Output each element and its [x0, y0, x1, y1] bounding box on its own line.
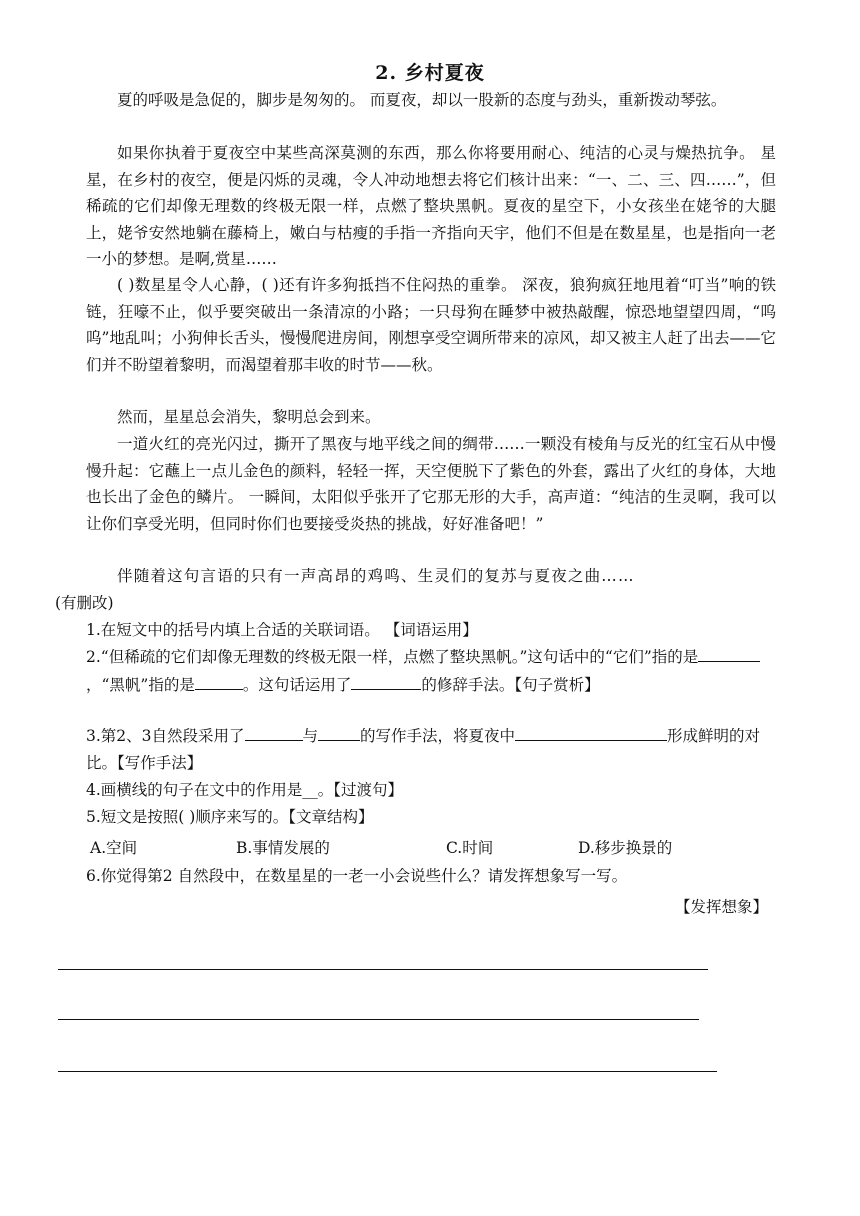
question-3 [86, 722, 776, 776]
paragraph-6-text: 伴随着这句言语的只有一声高昂的鸡鸣、生灵们的复苏与夏夜之曲…… [117, 567, 635, 585]
page-title: 2. 乡村夏夜 [375, 62, 485, 84]
option-d[interactable]: D.移步换景的 [578, 839, 673, 857]
question-2-text-b: ，“黑帆”指的是 [86, 675, 195, 694]
paragraph-5: 一道火红的亮光闪过，撕开了黑夜与地平线之间的绸带……一颗没有棱角与反光的红宝石从中慢慢升起：它蘸上一点儿金色的颜料，轻轻一挥，天空便脱下了紫色的外套，露出了火红的身体，大地也长出了金色的鳞片。 一瞬间，太阳似乎张开了它那无形的大手，高声道：“纯洁的生灵啊，我可以让你们享受光明，但同时你们也要接受炎热的挑战，好好准备吧！” [86, 435, 776, 533]
answer-blank[interactable] [245, 722, 303, 741]
answer-blank[interactable] [351, 671, 421, 690]
answer-line[interactable] [58, 1071, 717, 1072]
edit-note: (有删改) [55, 593, 114, 612]
question-2-text-c: 。这句话运用了 [242, 675, 352, 694]
answer-blank[interactable] [195, 671, 243, 690]
question-4: 4.画横线的句子在文中的作用是__。【过渡句】 [86, 781, 404, 799]
question-3-text-a: 3.第2、3自然段采用了 [86, 727, 245, 745]
answer-blank[interactable] [515, 722, 667, 741]
question-2-text-d: 的修辞手法。【句子赏析】 [421, 675, 600, 694]
question-5: 5.短文是按照( )顺序来写的。【文章结构】 [86, 808, 374, 826]
answer-line[interactable] [58, 969, 708, 970]
answer-line[interactable] [58, 1019, 699, 1020]
question-6: 6.你觉得第2 自然段中，在数星星的一老一小会说些什么？请发挥想象写一写。 [86, 867, 628, 885]
paragraph-6 [55, 563, 776, 616]
question-6-tag: 【发挥想象】 [674, 898, 768, 916]
paragraph-3: ( )数星星令人心静，( )还有许多狗抵挡不住闷热的重拳。 深夜，狼狗疯狂地甩着“叮当”响的铁链，狂嚎不止，似乎要突破出一条清凉的小路；一只母狗在睡梦中被热敲醒，惊恐地望望四周，“呜呜”地乱叫；小狗伸长舌头，慢慢爬进房间，刚想享受空调所带来的凉风，却又被主人赶了出去——它们并不盼望着黎明，而渴望着那丰收的时节——秋。 [86, 276, 776, 374]
paragraph-2: 如果你执着于夏夜空中某些高深莫测的东西，那么你将要用耐心、纯洁的心灵与燥热抗争。 星星，在乡村的夜空，便是闪烁的灵魂，令人冲动地想去将它们核计出来：“一、二、三、四……”，但稀疏的它们却像无理数的终极无限一样，点燃了整块黑帆。夏夜的星空下，小女孩坐在姥爷的大腿上，姥爷安然地躺在藤椅上，嫩白与枯瘦的手指一齐指向天宇，他们不但是在数星星，也是指向一老一小的梦想。是啊,赏星…… [86, 144, 776, 268]
question-3-text-b: 与 [302, 727, 319, 745]
question-1: 1.在短文中的括号内填上合适的关联词语。 【词语运用】 [86, 621, 478, 639]
question-3-text-c: 的写作手法，将夏夜中 [360, 727, 516, 745]
answer-blank[interactable] [698, 643, 760, 662]
question-2 [86, 643, 776, 698]
answer-blank[interactable] [318, 722, 360, 741]
option-a[interactable]: A.空间 [90, 839, 138, 857]
paragraph-1: 夏的呼吸是急促的，脚步是匆匆的。 而夏夜，却以一股新的态度与劲头，重新拨动琴弦。 [117, 91, 727, 109]
paragraph-4: 然而，星星总会消失，黎明总会到来。 [117, 408, 381, 426]
question-3-text-d: 形成鲜明的对比。【写作手法】 [86, 727, 761, 772]
option-b[interactable]: B.事情发展的 [236, 839, 330, 857]
question-2-text-a: 2.“但稀疏的它们却像无理数的终极无限一样，点燃了整块黑帆。”这句话中的“它们”指的是 [86, 648, 699, 666]
option-c[interactable]: C.时间 [446, 839, 494, 857]
